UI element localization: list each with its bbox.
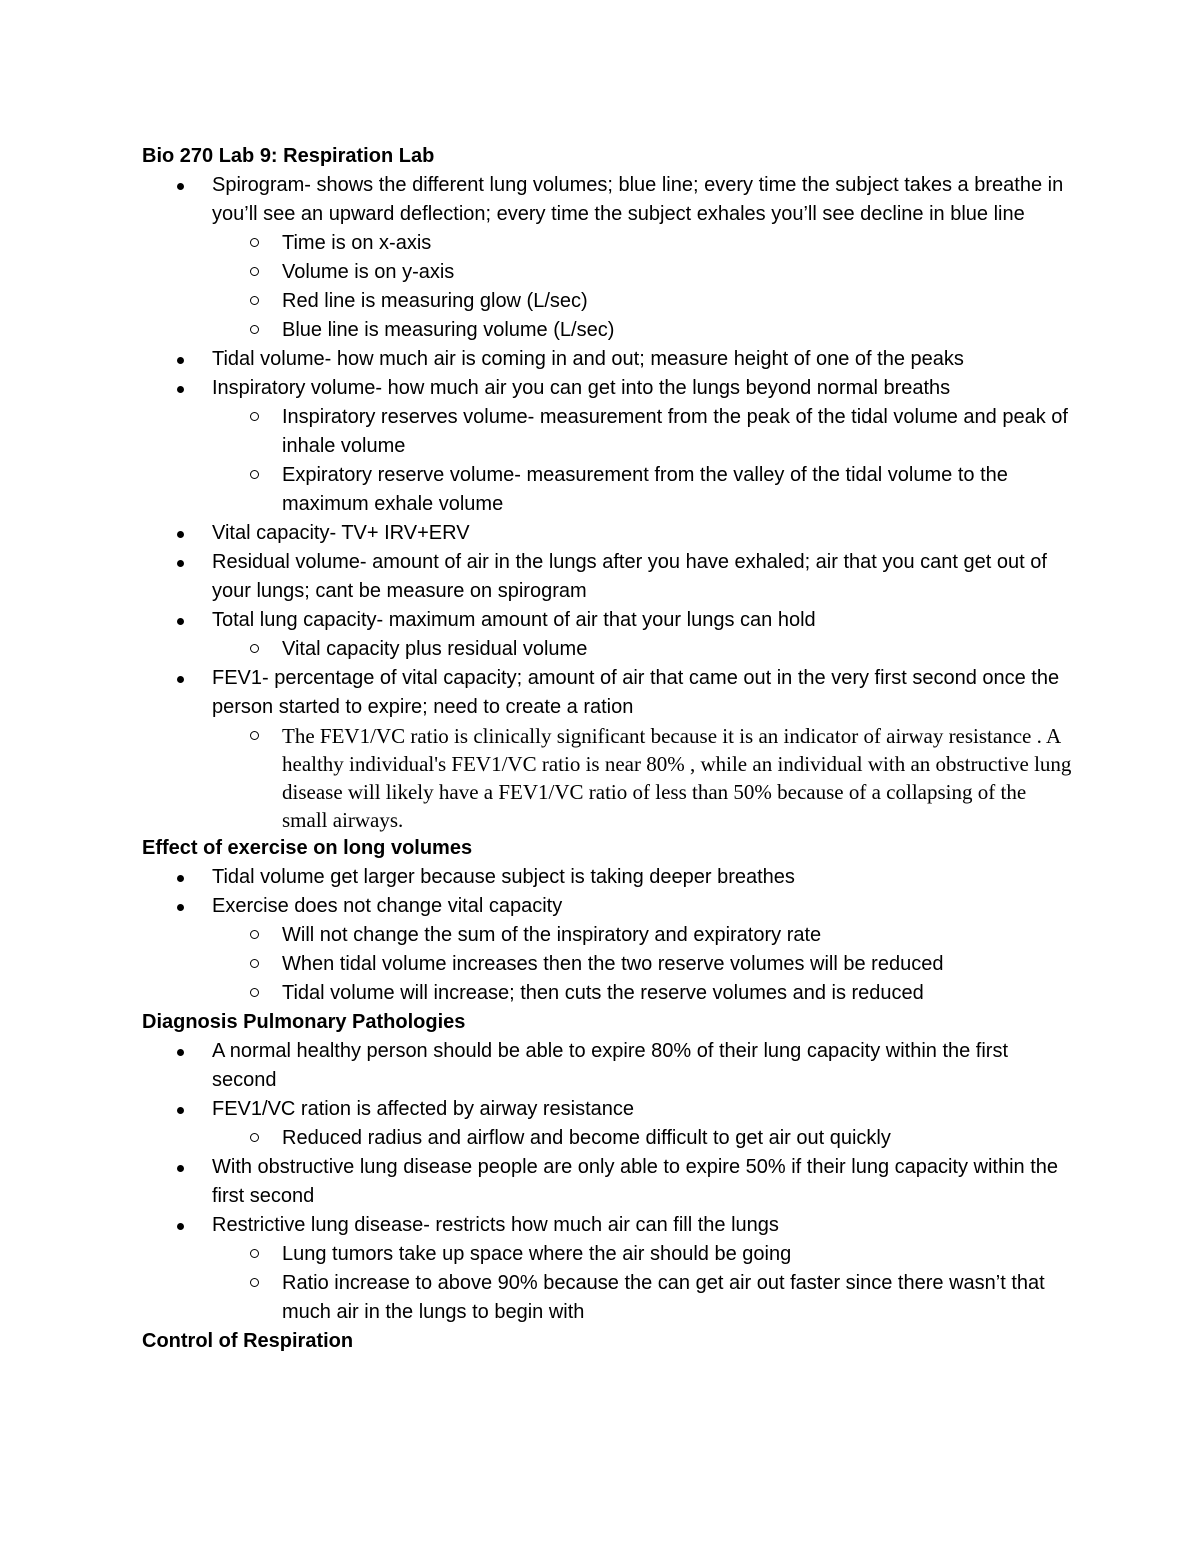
bullet-text: FEV1/VC ration is affected by airway resistance — [212, 1098, 635, 1120]
sub-bullet-marker — [250, 1249, 259, 1258]
sub-bullet-fev1-vc-ratio — [142, 722, 1072, 834]
sub-bullet-tidal-increase — [142, 979, 1072, 1008]
section-heading-exercise: Effect of exercise on long volumes — [142, 837, 473, 859]
bullet-dot — [177, 904, 184, 911]
bullet-text: Restrictive lung disease- restricts how much air can fill the lungs — [212, 1214, 779, 1236]
bullet-dot — [177, 1049, 184, 1056]
sub-bullet-sum-unchanged — [142, 921, 1072, 950]
sub-bullet-vital-plus-residual — [142, 635, 1072, 664]
bullet-tidal-volume — [142, 345, 1072, 374]
bullet-restrictive — [142, 1211, 1072, 1240]
sub-bullet-volume-axis — [142, 258, 1072, 287]
bullet-tidal-larger — [142, 863, 1072, 892]
section-heading-diagnosis: Diagnosis Pulmonary Pathologies — [142, 1011, 466, 1033]
sub-bullet-marker — [250, 238, 259, 247]
bullet-total-lung-capacity — [142, 606, 1072, 635]
sub-bullet-marker — [250, 470, 259, 479]
sub-bullet-marker — [250, 988, 259, 997]
sub-bullet-ratio-increase — [142, 1269, 1072, 1327]
sub-bullet-text: Lung tumors take up space where the air should be going — [282, 1243, 792, 1265]
bullet-dot — [177, 531, 184, 538]
sub-bullet-red-line — [142, 287, 1072, 316]
sub-bullet-marker — [250, 1133, 259, 1142]
bullet-inspiratory-volume — [142, 374, 1072, 403]
sub-bullet-expiratory-reserve — [142, 461, 1072, 519]
sub-bullet-marker — [250, 412, 259, 421]
bullet-dot — [177, 357, 184, 364]
sub-bullet-text: Inspiratory reserves volume- measurement from the peak of the tidal volume and peak of inhale volume — [282, 406, 1068, 457]
sub-bullet-marker — [250, 296, 259, 305]
sub-bullet-marker — [250, 959, 259, 968]
bullet-text: A normal healthy person should be able to expire 80% of their lung capacity within the first second — [212, 1040, 1009, 1091]
sub-bullet-text: Vital capacity plus residual volume — [282, 638, 588, 660]
bullet-text: Total lung capacity- maximum amount of air that your lungs can hold — [212, 609, 816, 631]
bullet-text: With obstructive lung disease people are only able to expire 50% if their lung capacity within the first second — [212, 1156, 1059, 1207]
bullet-text: Vital capacity- TV+ IRV+ERV — [212, 522, 470, 544]
sub-bullet-text: Will not change the sum of the inspiratory and expiratory rate — [282, 924, 822, 946]
document-body — [142, 142, 1072, 1356]
bullet-text: Spirogram- shows the different lung volumes; blue line; every time the subject takes a breathe in you’ll see an upward deflection; every time the subject exhales you’ll see decline in blue line — [212, 174, 1064, 225]
sub-bullet-text: Volume is on y-axis — [282, 261, 455, 283]
bullet-obstructive — [142, 1153, 1072, 1211]
sub-bullet-marker — [250, 731, 259, 740]
bullet-dot — [177, 386, 184, 393]
bullet-dot — [177, 183, 184, 190]
bullet-text: Residual volume- amount of air in the lungs after you have exhaled; air that you cant get out of your lungs; cant be measure on spirogram — [212, 551, 1047, 602]
bullet-dot — [177, 676, 184, 683]
sub-bullet-text: When tidal volume increases then the two reserve volumes will be reduced — [282, 953, 944, 975]
bullet-dot — [177, 560, 184, 567]
sub-bullet-marker — [250, 267, 259, 276]
sub-bullet-inspiratory-reserve — [142, 403, 1072, 461]
sub-bullet-blue-line — [142, 316, 1072, 345]
bullet-spirogram — [142, 171, 1072, 229]
sub-bullet-marker — [250, 644, 259, 653]
bullet-vital-capacity — [142, 519, 1072, 548]
sub-bullet-reserves-reduced — [142, 950, 1072, 979]
bullet-fev1 — [142, 664, 1072, 722]
sub-bullet-text: Red line is measuring glow (L/sec) — [282, 290, 588, 312]
bullet-dot — [177, 1223, 184, 1230]
sub-bullet-text: Expiratory reserve volume- measurement from the valley of the tidal volume to the maximum exhale volume — [282, 464, 1008, 515]
bullet-text: Tidal volume- how much air is coming in and out; measure height of one of the peaks — [212, 348, 964, 370]
bullet-normal-expire — [142, 1037, 1072, 1095]
sub-bullet-text: Time is on x-axis — [282, 232, 432, 254]
bullet-exercise-vital-capacity — [142, 892, 1072, 921]
sub-bullet-text: Ratio increase to above 90% because the can get air out faster since there wasn’t that much air in the lungs to begin with — [282, 1272, 1045, 1323]
bullet-dot — [177, 1107, 184, 1114]
bullet-text: FEV1- percentage of vital capacity; amount of air that came out in the very first second once the person started to expire; need to create a ration — [212, 667, 1060, 718]
sub-bullet-lung-tumors — [142, 1240, 1072, 1269]
bullet-text: Inspiratory volume- how much air you can get into the lungs beyond normal breaths — [212, 377, 951, 399]
bullet-text: Exercise does not change vital capacity — [212, 895, 563, 917]
bullet-dot — [177, 875, 184, 882]
document-title: Bio 270 Lab 9: Respiration Lab — [142, 145, 435, 167]
sub-bullet-marker — [250, 930, 259, 939]
bullet-dot — [177, 618, 184, 625]
sub-bullet-text: Tidal volume will increase; then cuts the reserve volumes and is reduced — [282, 982, 924, 1004]
sub-bullet-text: The FEV1/VC ratio is clinically significant because it is an indicator of airway resistance . A healthy individual's FEV1/VC ratio is near 80% , while an individual with an obstructive lung disease will likely have a FEV1/VC ratio of less than 50% because of a collapsing of the small airways. — [282, 724, 1072, 832]
sub-bullet-time-axis — [142, 229, 1072, 258]
sub-bullet-marker — [250, 325, 259, 334]
bullet-dot — [177, 1165, 184, 1172]
sub-bullet-reduced-radius — [142, 1124, 1072, 1153]
section-heading-control: Control of Respiration — [142, 1330, 354, 1352]
sub-bullet-marker — [250, 1278, 259, 1287]
bullet-residual-volume — [142, 548, 1072, 606]
bullet-text: Tidal volume get larger because subject is taking deeper breathes — [212, 866, 795, 888]
sub-bullet-text: Blue line is measuring volume (L/sec) — [282, 319, 615, 341]
bullet-fev1-vc-ration — [142, 1095, 1072, 1124]
sub-bullet-text: Reduced radius and airflow and become difficult to get air out quickly — [282, 1127, 891, 1149]
